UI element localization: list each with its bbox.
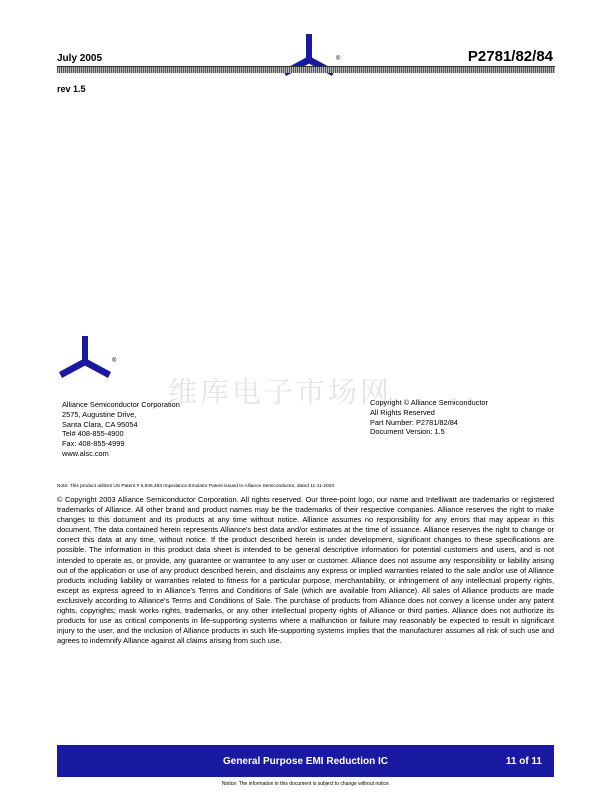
header-rule: [57, 66, 555, 73]
page-number: 11 of 11: [505, 756, 542, 767]
alliance-logo-header: [283, 34, 341, 83]
company-address: [62, 400, 180, 459]
copyright-line: Document Version: 1.5: [370, 427, 445, 437]
part-number: P2781/82/84: [467, 48, 553, 65]
website-link[interactable]: www.alsc.com: [62, 448, 109, 458]
copyright-block: [370, 398, 488, 437]
copyright-line: Part Number: P2781/82/84: [370, 417, 458, 427]
registered-mark: ®: [336, 56, 341, 62]
watermark: 维库电子市场网: [168, 375, 393, 409]
copyright-line: Copyright © Alliance Semiconductor: [370, 398, 489, 407]
copyright-line: All Rights Reserved: [370, 407, 435, 417]
alliance-logo-body: [59, 336, 117, 385]
patent-note: Note: This product utilizes US Patent # 6,646,463 Impedance Emulator Patent issued to Alliance Semiconductor, dated 11-11-2003: [57, 484, 335, 489]
document-date: July 2005: [57, 53, 103, 64]
footer-notice: Notice: The information in this document is subject to change without notice.: [221, 781, 391, 787]
address-line: 2575, Augustine Drive,: [62, 409, 137, 419]
legal-disclaimer: © Copyright 2003 Alliance Semiconductor Corporation. All rights reserved. Our three-point logo, our name and Intelliwatt are trademarks or registered trademarks of Alliance. All other brand and product names may be the trademarks of their respective companies. Alliance reserves the right to make changes to this document and its products at any time without notice. Alliance assumes no responsibility for any errors that may appear in this document. The data contained herein represents Alliance's best data and/or estimates at the time of issuance. Alliance reserves the right to change or correct this data at any time, without notice. If the product described herein is under development, significant changes to these specifications are possible. The information in this product data sheet is intended to be general descriptive information for potential customers and users, and is not intended to operate as, or provide, any guarantee or warrantee to any user or customer. Alliance does not assume any responsibility or liability arising out of the application or use of any product described herein, and disclaims any express or implied warranties related to the sale and/or use of Alliance products including liability or warranties related to fitness for a particular purpose, merchantability, or infringement of any intellectual property rights, except as express agreed to in Alliance's Terms and Conditions of Sale (which are available from Alliance). All sales of Alliance products are made exclusively according to Alliance's Terms and Conditions of Sale. The purchase of products from Alliance does not convey a license under any patent rights, copyrights; mask works rights, trademarks, or any other intellectual property rights of Alliance or third parties. Alliance does not authorize its products for use as critical components in life-supporting systems where a malfunction or failure may reasonably be expected to result in significant injury to the user, and the inclusion of Alliance products in such life-supporting systems implies that the manufacturer assumes all risk of such use and agrees to indemnify Alliance against all claims arising from such use.: [57, 495, 554, 646]
revision: rev 1.5: [57, 84, 86, 94]
footer-bar: [57, 745, 554, 777]
alliance-logo-icon: [59, 336, 111, 380]
footer-title: General Purpose EMI Reduction IC: [222, 756, 389, 767]
registered-mark: ®: [112, 358, 117, 364]
address-line: Tel# 408-855-4900: [62, 429, 124, 439]
address-line: Fax: 408-855-4999: [62, 439, 125, 449]
address-line: Santa Clara, CA 95054: [62, 419, 138, 429]
address-line: Alliance Semiconductor Corporation: [62, 400, 180, 409]
